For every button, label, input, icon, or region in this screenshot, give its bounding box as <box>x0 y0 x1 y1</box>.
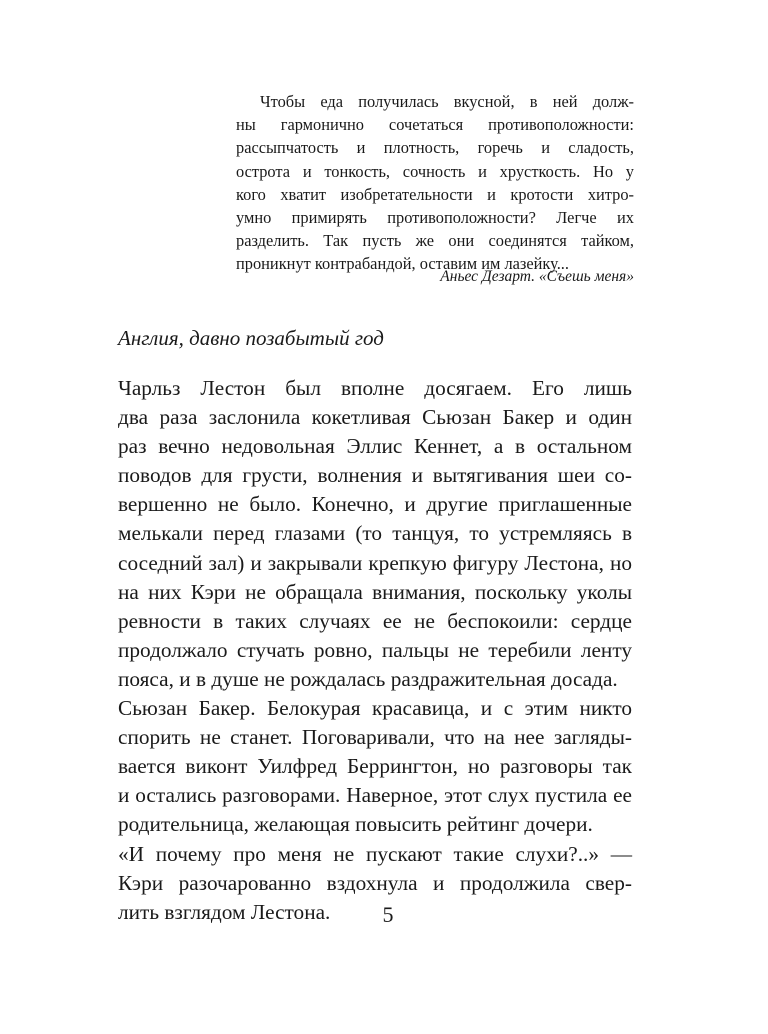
chapter-subtitle: Англия, давно позабытый год <box>118 326 384 350</box>
body-line: продолжало стучать ровно, пальцы не теребили ленту <box>118 637 632 662</box>
epigraph-line: рассыпчатость и плотность, горечь и сладость, <box>236 138 634 158</box>
epigraph-line: Чтобы еда получилась вкусной, в ней долж- <box>260 92 634 111</box>
epigraph-line: проникнут контрабандой, оставим им лазейку... <box>236 254 570 274</box>
epigraph-line: ны гармонично сочетаться противоположности: <box>236 115 634 135</box>
body-line: ревности в таких случаях ее не беспокоили: сердце <box>118 608 632 633</box>
epigraph-line: разделить. Так пусть же они соединятся тайком, <box>236 231 634 251</box>
body-line: на них Кэри не обращала внимания, поскольку уколы <box>118 579 632 604</box>
epigraph-author: Аньес Дезарт. «Съешь меня» <box>440 268 634 285</box>
body-line: Чарльз Лестон был вполне досягаем. Его лишь <box>118 376 632 400</box>
body-line: родительница, желающая повысить рейтинг дочери. <box>118 812 593 837</box>
body-line: и остались разговорами. Наверное, этот слух пустила ее <box>118 783 632 808</box>
epigraph-line: умно примирять противоположности? Легче их <box>236 208 634 228</box>
epigraph-line: острота и тонкость, сочность и хрусткость. Но у <box>236 161 634 181</box>
epigraph-line: кого хватит изобретательности и кротости хитро- <box>236 184 634 204</box>
body-line: мелькали перед глазами (то танцуя, то устремляясь в <box>118 521 632 546</box>
body-line: поводов для грусти, волнения и вытягивания шеи со- <box>118 463 632 488</box>
body-line: лить взглядом Лестона. <box>118 899 331 924</box>
body-line: два раза заслонила кокетливая Сьюзан Бакер и один <box>118 405 632 430</box>
body-text <box>118 374 632 927</box>
page-number: 5 <box>382 902 394 927</box>
body-line: раз вечно недовольная Эллис Кеннет, а в остальном <box>118 434 632 459</box>
body-line: «И почему про меня не пускают такие слухи?..» — <box>118 841 632 866</box>
body-line: Сьюзан Бакер. Белокурая красавица, и с этим никто <box>118 696 632 721</box>
body-line: пояса, и в душе не рождалась раздражительная досада. <box>118 666 618 691</box>
body-line: спорить не станет. Поговаривали, что на нее загляды- <box>118 725 632 750</box>
epigraph <box>236 90 634 276</box>
body-line: соседний зал) и закрывали крепкую фигуру Лестона, но <box>118 550 632 575</box>
body-line: вается виконт Уилфред Беррингтон, но разговоры так <box>118 754 632 779</box>
body-line: вершенно не было. Конечно, и другие приглашенные <box>118 492 632 517</box>
body-line: Кэри разочарованно вздохнула и продолжила свер- <box>118 870 632 895</box>
